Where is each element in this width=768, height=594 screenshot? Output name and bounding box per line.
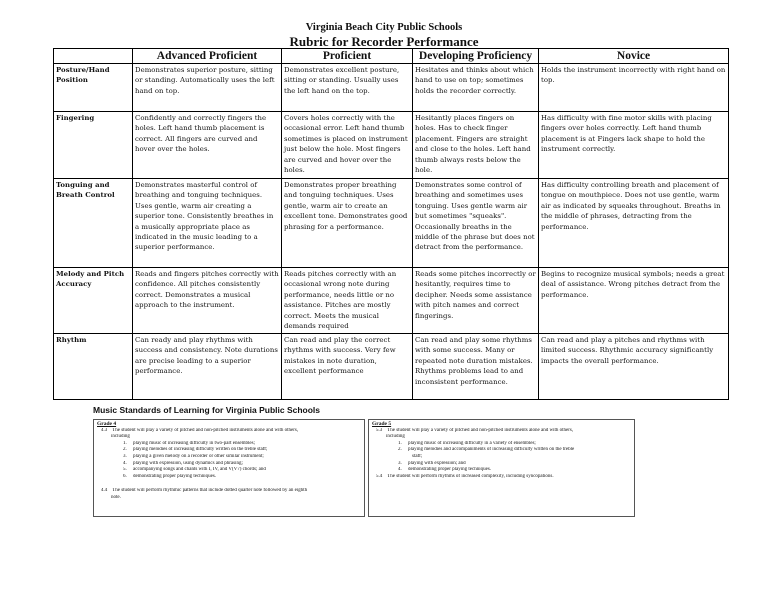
cell-rhythm-developing: Can read and play some rhythms with some success. Many or repeated note duration mistakes. Rhythms problems lead to and inconsistent performance. (413, 334, 539, 400)
cell-posture-advanced: Demonstrates superior posture, sitting or standing. Automatically uses the left hand on top. (133, 64, 282, 112)
standard-including: including (111, 434, 130, 440)
item-number: 1. (123, 440, 127, 446)
cell-melody-advanced: Reads and fingers pitches correctly with confidence. All pitches consistently correct. Demonstrates a musical approach to the instrument. (133, 268, 282, 334)
item-text: playing with expression, using dynamics and phrasing; (133, 460, 243, 466)
standard-item (97, 441, 361, 448)
cell-rhythm-advanced: Can ready and play rhythms with success and consistency. Note durations are precise leading to a superior performance. (133, 334, 282, 400)
standard-item (372, 447, 631, 454)
cell-tonguing-developing: Demonstrates some control of breathing and sometimes uses tonguing. Uses gentle warm air but sometimes "squeaks". Occasionally breaths in the middle of the phrase but does not detract from the performance. (413, 179, 539, 268)
item-number: 3. (398, 460, 402, 466)
standard-number: 4.3 (101, 427, 108, 433)
standard-item (97, 474, 361, 481)
standard-including: including (386, 434, 405, 440)
item-number: 1. (398, 440, 402, 446)
grade4-standards-box (93, 419, 365, 517)
item-number: 2. (123, 447, 127, 453)
standard-item (97, 454, 361, 461)
rubric-row-rhythm (54, 334, 729, 400)
cell-fingering-proficient: Covers holes correctly with the occasional error. Left hand thumb sometimes is placed on instrument just below the hole. Most fingers are curved and hover over the holes. (282, 112, 413, 179)
item-text: playing music of increasing difficulty in two-part ensembles; (133, 440, 255, 446)
column-header-novice: Novice (539, 49, 729, 64)
criterion-rhythm: Rhythm (54, 334, 133, 400)
standard-item (97, 461, 361, 468)
cell-fingering-novice: Has difficulty with fine motor skills with placing fingers over holes correctly. Left hand thumb placement is at Fingers lack shape to hold the instrument correctly. (539, 112, 729, 179)
cell-tonguing-proficient: Demonstrates proper breathing and tonguing techniques. Uses gentle, warm air to create an excellent tone. Demonstrates good phrasing for a performance. (282, 179, 413, 268)
item-number: 5. (123, 467, 127, 473)
cell-tonguing-advanced: Demonstrates masterful control of breathing and tonguing techniques. Uses gentle, warm air creating a superior tone. Consistently breathes in a musically appropriate place as indicated in the music leading to a superior performance. (133, 179, 282, 268)
item-number: 4. (123, 460, 127, 466)
standards-title: Music Standards of Learning for Virginia Public Schools (93, 405, 321, 415)
item-number: 3. (123, 453, 127, 459)
standard-item (372, 441, 631, 448)
standard-4-4 (97, 488, 361, 495)
column-header-advanced: Advanced Proficient (133, 49, 282, 64)
item-text: playing with expression; and (408, 460, 466, 466)
rubric-title: Rubric for Recorder Performance (289, 34, 479, 49)
standard-item-continuation: staff; (412, 453, 423, 459)
item-number: 2. (398, 447, 402, 453)
rubric-row-fingering (54, 112, 729, 179)
item-text: playing a given melody on a recorder or other similar instrument; (133, 453, 264, 459)
cell-rhythm-novice: Can read and play a pitches and rhythms with limited success. Rhythmic accuracy significantly impacts the overall performance. (539, 334, 729, 400)
cell-melody-proficient: Reads pitches correctly with an occasional wrong note during performance, needs little or no assistance. Pitches are mostly correct. Meets the musical demands required (282, 268, 413, 334)
rubric-header-row (54, 49, 729, 64)
cell-posture-proficient: Demonstrates excellent posture, sitting or standing. Usually uses the left hand on the top. (282, 64, 413, 112)
item-number: 6. (123, 473, 127, 479)
cell-posture-novice: Holds the instrument incorrectly with right hand on top. (539, 64, 729, 112)
standard-item (97, 467, 361, 474)
standard-item (372, 461, 631, 468)
standard-5-4 (372, 474, 631, 481)
standard-number: 5.3 (376, 427, 383, 433)
item-number: 4. (398, 467, 402, 473)
column-header-proficient: Proficient (282, 49, 413, 64)
standard-text: The student will play a variety of pitched and non-pitched instruments alone and with others, (387, 427, 574, 433)
district-name: Virginia Beach City Public Schools (305, 22, 463, 33)
standard-number: 5.4 (376, 473, 383, 479)
grade5-standards-box (368, 419, 635, 517)
standard-note: note. (111, 494, 121, 500)
cell-melody-novice: Begins to recognize musical symbols; needs a great deal of assistance. Wrong pitches detract from the performance. (539, 268, 729, 334)
column-header-developing: Developing Proficiency (413, 49, 539, 64)
criterion-fingering: Fingering (54, 112, 133, 179)
rubric-row-posture (54, 64, 729, 112)
item-text: playing melodies and accompaniments of increasing difficulty written on the treble (408, 447, 575, 453)
item-text: playing music of increasing difficulty in a variety of ensembles; (408, 440, 536, 446)
standard-item (97, 447, 361, 454)
standard-text: The student will perform rhythmic patterns that include dotted quarter note followed by an eighth (112, 488, 308, 494)
item-text: accompanying songs and chants with I, IV, and V(V7) chords; and (133, 467, 266, 473)
cell-posture-developing: Hesitates and thinks about which hand to use on top; sometimes holds the recorder correctly. (413, 64, 539, 112)
rubric-row-melody (54, 268, 729, 334)
standard-item (372, 467, 631, 474)
grade4-heading: Grade 4 (97, 421, 117, 427)
spacer (97, 480, 361, 488)
rubric-row-tonguing (54, 179, 729, 268)
item-text: demonstrating proper playing techniques. (408, 467, 492, 473)
criterion-tonguing: Tonguing and Breath Control (54, 179, 133, 268)
cell-tonguing-novice: Has difficulty controlling breath and placement of tongue on mouthpiece. Does not use gentle, warm air as indicated by squeaks throughout. Breaths in the middle of phrases, detracting from the performance. (539, 179, 729, 268)
item-text: playing melodies of increasing difficulty written on the treble staff; (133, 447, 268, 453)
cell-fingering-advanced: Confidently and correctly fingers the holes. Left hand thumb placement is correct. All fingers are curved and hover over the holes. (133, 112, 282, 179)
criterion-posture: Posture/Hand Position (54, 64, 133, 112)
standard-text: The student will play a variety of pitched and non-pitched instruments alone and with others, (112, 427, 299, 433)
rubric-table (53, 48, 729, 400)
standard-text: The student will perform rhythms of increased complexity, including syncopations. (387, 473, 554, 479)
standard-number: 4.4 (101, 488, 108, 494)
grade5-heading: Grade 5 (372, 421, 392, 427)
standard-4-3 (97, 428, 361, 435)
cell-melody-developing: Reads some pitches incorrectly or hesitantly, requires time to decipher. Needs some assistance with pitch names and correct fingerings. (413, 268, 539, 334)
corner-cell (54, 49, 133, 64)
cell-fingering-developing: Hesitantly places fingers on holes. Has to check finger placement. Fingers are straight and close to the holes. Left hand thumb always rests below the hole. (413, 112, 539, 179)
criterion-melody: Melody and Pitch Accuracy (54, 268, 133, 334)
standard-5-3 (372, 428, 631, 435)
item-text: demonstrating proper playing techniques. (133, 473, 217, 479)
cell-rhythm-proficient: Can read and play the correct rhythms with success. Very few mistakes in note duration, excellent performance (282, 334, 413, 400)
